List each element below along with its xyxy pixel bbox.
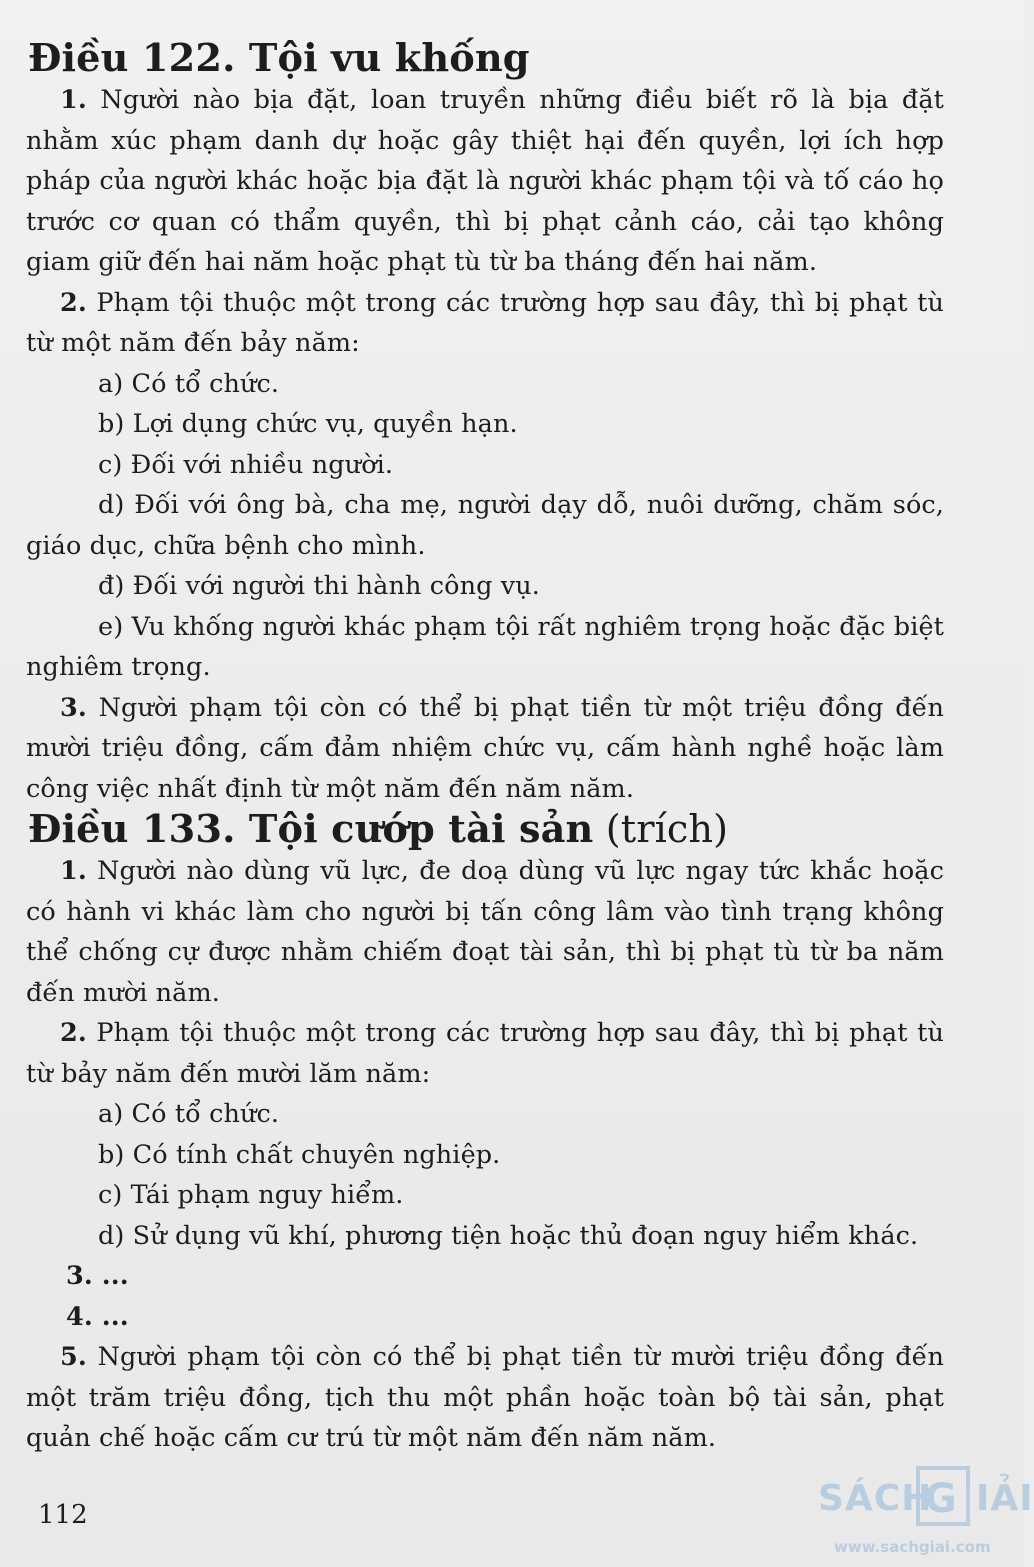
article-122-clause-2 (26, 283, 944, 364)
article-122-item-e: e) Vu khống người khác phạm tội rất nghiêm trọng hoặc đặc biệt nghiêm trọng. (26, 611, 944, 682)
article-133-clause-1 (26, 851, 944, 1013)
article-133-clause-5 (26, 1337, 944, 1459)
article-133-clause-3: 3. ... (66, 1261, 129, 1291)
sachgiai-watermark-logo (812, 1462, 1034, 1562)
clause-text: Người phạm tội còn có thể bị phạt tiền từ mười triệu đồng đến một trăm triệu đồng, tịch thu một phần hoặc toàn bộ tài sản, phạt quản chế hoặc cấm cư trú từ một năm đến năm năm. (26, 1342, 944, 1453)
watermark-word-right: IẢI (976, 1478, 1034, 1519)
page-number: 112 (38, 1500, 88, 1530)
article-122-clause-3 (26, 688, 944, 810)
article-133-heading (26, 809, 944, 851)
article-133-item-a: a) Có tổ chức. (98, 1099, 280, 1129)
article-133-clause-2 (26, 1013, 944, 1094)
article-122-item-b: b) Lợi dụng chức vụ, quyền hạn. (98, 409, 518, 439)
article-133-title: Điều 133. Tội cướp tài sản (28, 807, 594, 852)
clause-text: Người phạm tội còn có thể bị phạt tiền từ một triệu đồng đến mười triệu đồng, cấm đảm nhiệm chức vụ, cấm hành nghề hoặc làm công việc nhất định từ một năm đến năm năm. (26, 692, 944, 804)
article-122-item-dd: đ) Đối với người thi hành công vụ. (98, 571, 540, 601)
clause-text: Phạm tội thuộc một trong các trường hợp sau đây, thì bị phạt tù từ bảy năm đến mười lăm năm: (26, 1018, 944, 1089)
article-122-item-d: d) Đối với ông bà, cha mẹ, người dạy dỗ, nuôi dưỡng, chăm sóc, giáo dục, chữa bệnh cho mình. (26, 490, 944, 561)
clause-number: 2. (60, 287, 87, 318)
watermark-word-left: SÁCH (818, 1478, 933, 1519)
article-133-clause-4: 4. ... (66, 1301, 129, 1332)
article-133-item-c: c) Tái phạm nguy hiểm. (98, 1180, 404, 1210)
clause-number: 3. (60, 692, 87, 723)
article-122-item-c: c) Đối với nhiều người. (98, 449, 394, 480)
clause-number: 1. (60, 85, 87, 115)
article-122-clause-1 (26, 80, 944, 283)
clause-number: 1. (60, 856, 87, 886)
article-133-item-d: d) Sử dụng vũ khí, phương tiện hoặc thủ đoạn nguy hiểm khác. (98, 1220, 919, 1251)
article-122-item-a: a) Có tổ chức. (98, 368, 280, 399)
clause-number: 2. (60, 1018, 87, 1048)
watermark-url: www.sachgiai.com (834, 1538, 991, 1556)
clause-text: Phạm tội thuộc một trong các trường hợp sau đây, thì bị phạt tù từ một năm đến bảy năm: (26, 287, 944, 358)
article-122-heading: Điều 122. Tội vu khống (28, 36, 530, 81)
page-content (26, 38, 944, 1459)
clause-text: Người nào dùng vũ lực, đe doạ dùng vũ lực ngay tức khắc hoặc có hành vi khác làm cho người bị tấn công lâm vào tình trạng không thể chống cự được nhằm chiếm đoạt tài sản, thì bị phạt tù từ ba năm đến mười năm. (26, 856, 944, 1008)
article-133-note: (trích) (593, 807, 729, 852)
article-133-item-b: b) Có tính chất chuyên nghiệp. (98, 1139, 501, 1170)
clause-number: 5. (60, 1342, 87, 1372)
watermark-box-letter: G (924, 1476, 957, 1522)
clause-text: Người nào bịa đặt, loan truyền những điều biết rõ là bịa đặt nhằm xúc phạm danh dự hoặc gây thiệt hại đến quyền, lợi ích hợp pháp của người khác hoặc bịa đặt là người khác phạm tội và tố cáo họ trước cơ quan có thẩm quyền, thì bị phạt cảnh cáo, cải tạo không giam giữ đến hai năm hoặc phạt tù từ ba tháng đến hai năm. (26, 85, 944, 277)
